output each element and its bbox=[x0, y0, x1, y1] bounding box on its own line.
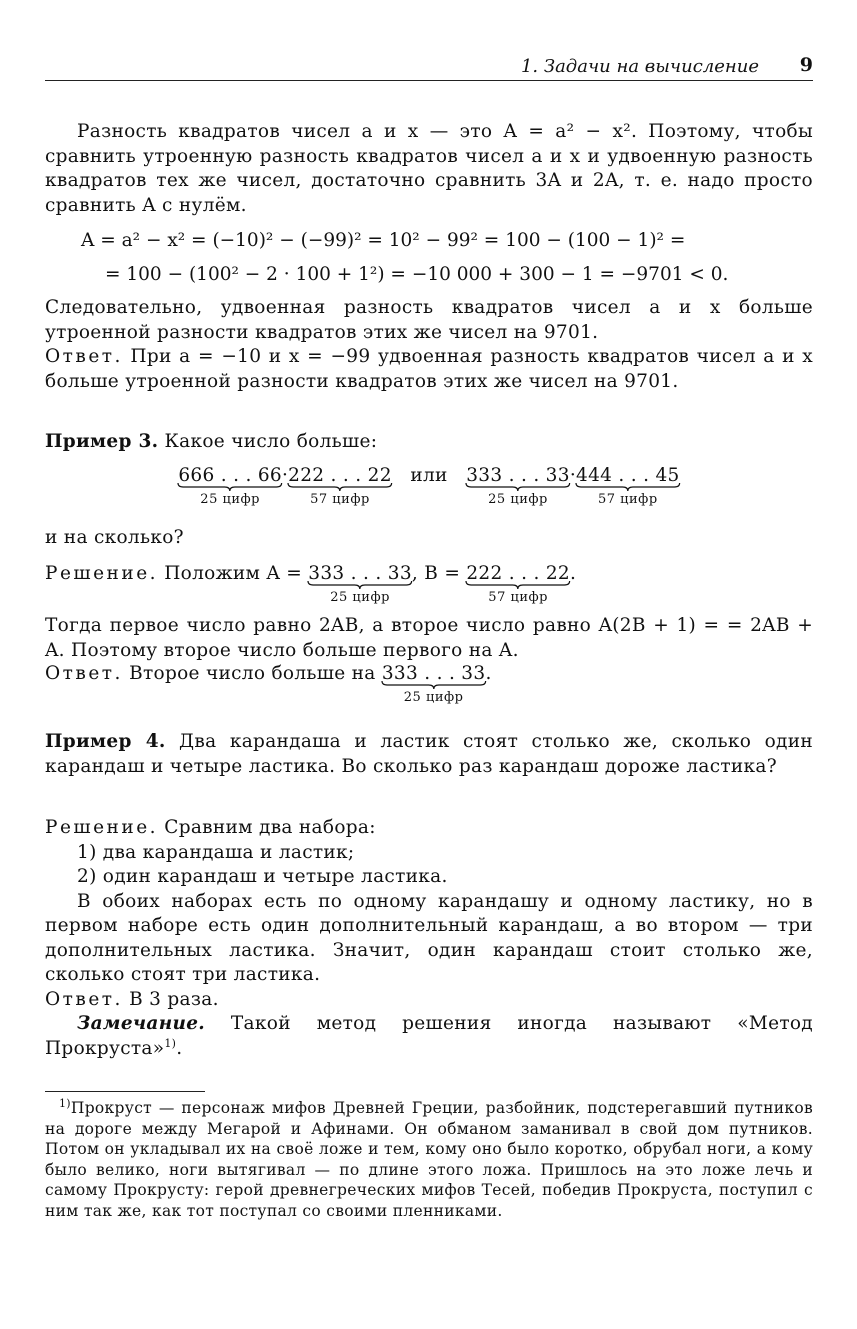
footnote bbox=[45, 1098, 813, 1221]
list-item: 2) один карандаш и четыре ластика. bbox=[77, 866, 448, 887]
solution-text: Сравним два набора: bbox=[164, 817, 376, 838]
number-222: 222 . . . 22 57 цифр bbox=[288, 465, 392, 507]
multiply-dot: · bbox=[569, 465, 577, 486]
var-b: , B = bbox=[411, 563, 461, 584]
footnote-ref: 1) bbox=[59, 1096, 71, 1110]
solution-3: Решение. Положим A = 333 . . . 33 25 цифр , B = 222 . . . 22 57 цифр . bbox=[45, 563, 577, 605]
var-a: A = bbox=[266, 563, 303, 584]
page-number: 9 bbox=[799, 54, 813, 76]
running-header bbox=[45, 52, 813, 81]
number-b: 222 . . . 22 57 цифр bbox=[466, 563, 570, 605]
example-3-expression bbox=[45, 464, 813, 520]
solution-4 bbox=[45, 816, 813, 1012]
number-a: 333 . . . 33 25 цифр bbox=[308, 563, 412, 605]
footnote-marker[interactable]: 1) bbox=[164, 1036, 177, 1050]
answer-3: Ответ. Второе число больше на 333 . . . 33 25 цифр . bbox=[45, 663, 492, 705]
solution-3-continued: Тогда первое число равно 2AB, а второе число равно A(2B + 1) = = 2AB + A. Поэтому второе число больше первого на A. bbox=[45, 615, 813, 661]
multiply-dot: · bbox=[281, 465, 289, 486]
remark-text: Такой метод решения иногда называют «Метод Прокруста» bbox=[45, 1013, 813, 1059]
paragraph-conclusion bbox=[45, 296, 813, 394]
example-4 bbox=[45, 730, 813, 779]
section-title: 1. Задачи на вычисление bbox=[520, 56, 759, 77]
answer-text: Второе число больше на bbox=[129, 663, 376, 684]
footnote-divider bbox=[45, 1091, 205, 1092]
answer-label: Ответ. bbox=[45, 346, 123, 367]
example-text: Какое число больше: bbox=[164, 431, 378, 452]
list-item: 1) два карандаша и ластик; bbox=[77, 841, 355, 863]
text-block: Следовательно, удвоенная разность квадратов чисел a и x больше утроенной разности квадратов этих же чисел на 9701. bbox=[45, 297, 813, 343]
solution-label: Решение. bbox=[45, 563, 159, 584]
answer-1 bbox=[45, 345, 813, 394]
number-444: 444 . . . 45 57 цифр bbox=[576, 465, 680, 507]
number-answer: 333 . . . 33 25 цифр bbox=[381, 663, 486, 705]
answer-text: В 3 раза. bbox=[129, 988, 219, 1010]
or-word: или bbox=[410, 465, 448, 486]
answer-label: Ответ. bbox=[45, 988, 123, 1010]
remark: Замечание. Такой метод решения иногда называют «Метод Прокруста»$^{1)}$. bbox=[45, 1013, 813, 1059]
example-label: Пример 3. bbox=[45, 431, 159, 452]
example-3-tail: и на сколько? bbox=[45, 527, 184, 548]
equation-line-2: = 100 − (100² − 2 · 100 + 1²) = −10 000 + 300 − 1 = −9701 < 0. bbox=[105, 264, 729, 285]
example-label: Пример 4. bbox=[45, 731, 166, 752]
remark-label: Замечание. bbox=[77, 1013, 206, 1034]
answer-text: При a = −10 и x = −99 удвоенная разность квадратов чисел a и x больше утроенной разности квадратов этих же чисел на 9701. bbox=[45, 346, 813, 392]
solution-text: Положим bbox=[164, 563, 261, 584]
number-333: 333 . . . 33 25 цифр bbox=[466, 465, 570, 507]
number-666: 666 . . . 66 25 цифр bbox=[178, 465, 282, 507]
paragraph-intro bbox=[45, 120, 813, 218]
text-block: Разность квадратов чисел a и x — это A = a² − x². Поэтому, чтобы сравнить утроенную разность квадратов чисел a и x и удвоенную разность квадратов тех же чисел, достаточно сравнить 3A и 2A, т. е. надо просто сравнить A с нулём. bbox=[45, 121, 813, 216]
example-text: Два карандаша и ластик стоят столько же, сколько один карандаш и четыре ластика. Во сколько раз карандаш дороже ластика? bbox=[45, 731, 814, 777]
solution-label: Решение. bbox=[45, 817, 159, 838]
text-block: В обоих наборах есть по одному карандашу и одному ластику, но в первом наборе есть один дополнительный карандаш, а во втором — три дополнительных ластика. Значит, один карандаш стоит столько же, сколько стоят три ластика. bbox=[45, 890, 813, 985]
book-page bbox=[45, 0, 813, 1329]
example-3-heading bbox=[45, 430, 813, 455]
footnote-text: Прокруст — персонаж мифов Древней Греции, разбойник, подстерегавший путников на дороге между Мегарой и Афинами. Он обманом заманивал в свой дом путников. Потом он укладывал их на своё ложе и тем, кому оно было коротко, обрубал ноги, а кому было велико, ноги вытягивал — по длине этого ложа. Пришлось на это ложе лечь и самому Прокрусту: герой древнегреческих мифов Тесей, победив Прокруста, поступил с ним так же, как тот поступал со своими пленниками. bbox=[45, 1099, 813, 1220]
answer-label: Ответ. bbox=[45, 663, 123, 684]
equation-line-1: A = a² − x² = (−10)² − (−99)² = 10² − 99² = 100 − (100 − 1)² = bbox=[81, 230, 686, 251]
